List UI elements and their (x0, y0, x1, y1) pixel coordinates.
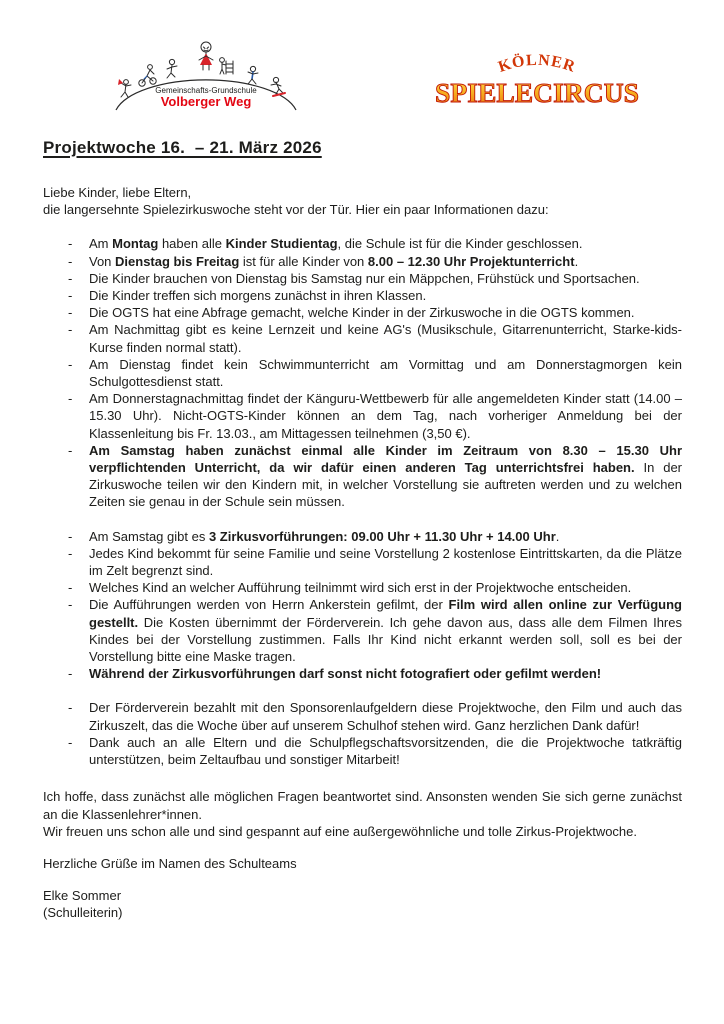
bullet-group (43, 528, 682, 683)
bullet-dash-icon: - (68, 442, 73, 458)
bullet-dash-icon: - (68, 597, 73, 613)
bullet-text: Dank auch an alle Eltern und die Schulpflegschaftsvorsitzenden, die die Projektwoche tatkräftig unterstützen, beim Zeltaufbau und sonstiger Mitarbeit! (89, 734, 682, 768)
bullet-item (43, 356, 682, 390)
bullet-dash-icon: - (68, 288, 73, 304)
bullet-dash-icon: - (68, 666, 73, 682)
page-title: Projektwoche 16. – 21. März 2026 (43, 138, 322, 157)
bullet-item (43, 699, 682, 733)
school-name-line2: Volberger Weg (160, 94, 252, 109)
bullet-dash-icon: - (68, 356, 73, 372)
bullet-dash-icon: - (68, 580, 73, 596)
bullet-groups (43, 235, 682, 768)
bullet-group (43, 699, 682, 768)
bullet-text: Jedes Kind bekommt für seine Familie und seine Vorstellung 2 kostenlose Eintrittskarten, da die Plätze im Zelt begrenzt sind. (89, 545, 682, 579)
closing-paragraph: Ich hoffe, dass zunächst alle möglichen Fragen beantwortet sind. Ansonsten wenden Sie sich gerne zunächst an die Klassenlehrer*innen. (43, 789, 682, 822)
bullet-text: Am Samstag haben zunächst einmal alle Kinder im Zeitraum von 8.30 – 15.30 Uhr verpflichtenden Unterricht, da wir dafür einen anderen Tag unterrichtsfrei haben. In der Zirkuswoche teilen wir den Kindern mit, in welcher Vorstellung sie auftreten werden und zu welchen Zeiten sie genau in der Schule sein müssen. (89, 442, 683, 510)
closing-paragraphs (43, 788, 682, 840)
bullet-dash-icon: - (68, 305, 73, 321)
bullet-dash-icon: - (68, 528, 73, 544)
bullet-item (43, 287, 682, 304)
bullet-item (43, 235, 682, 252)
salutation-line: die langersehnte Spielezirkuswoche steht vor der Tür. Hier ein paar Informationen dazu: (43, 202, 549, 218)
bullet-item (43, 545, 682, 579)
bullet-dash-icon: - (68, 253, 73, 269)
bullet-text: Die Kinder brauchen von Dienstag bis Samstag nur ein Mäppchen, Frühstück und Sportsachen. (89, 270, 640, 286)
bullet-text: Am Dienstag findet kein Schwimmunterricht am Vormittag und am Donnerstagmorgen kein Schulgottesdienst statt. (89, 356, 682, 390)
bullet-text: Welches Kind an welcher Aufführung teilnimmt wird sich erst in der Projektwoche entscheiden. (89, 580, 632, 596)
bullet-text: Am Donnerstagnachmittag findet der Känguru-Wettbewerb für alle angemeldeten Kinder statt (14.00 – 15.30 Uhr). Nicht-OGTS-Kinder können an dem Tag, nach vorheriger Anmeldung bei der Klassenleitung bis Fr. 13.03., am Mittagessen teilnehmen (3,50 €). (89, 391, 682, 441)
school-logo (110, 36, 302, 116)
bullet-item (43, 390, 682, 442)
circus-logo-graphic (432, 52, 642, 114)
letter-content (43, 138, 682, 921)
signature-name: Elke Sommer (43, 888, 122, 904)
bullet-text: Am Samstag gibt es 3 Zirkusvorführungen: 09.00 Uhr + 11.30 Uhr + 14.00 Uhr. (89, 528, 560, 544)
bullet-item (43, 734, 682, 768)
bullet-text: Der Förderverein bezahlt mit den Sponsorenlaufgeldern diese Projektwoche, den Film und auch das Zirkuszelt, das die Woche über auf unserem Schulhof stehen wird. Ganz herzlichen Dank dafür! (89, 700, 682, 733)
circus-logo-arc-text: KÖLNER (496, 52, 578, 76)
school-name-line1: Gemeinschafts-Grundschule (155, 86, 257, 95)
bullet-dash-icon: - (68, 391, 73, 407)
closing-paragraph: Wir freuen uns schon alle und sind gespannt auf eine außergewöhnliche und tolle Zirkus-Projektwoche. (43, 823, 638, 839)
signature-block (43, 888, 682, 921)
bullet-group (43, 235, 682, 510)
bullet-dash-icon: - (68, 734, 73, 750)
bullet-text: Am Nachmittag gibt es keine Lernzeit und keine AG's (Musikschule, Gitarrenunterricht, Starke-kids-Kurse finden normal statt). (89, 322, 682, 355)
bullet-dash-icon: - (68, 545, 73, 561)
school-logo-graphic (110, 36, 302, 116)
bullet-dash-icon: - (68, 322, 73, 338)
salutation (43, 184, 682, 218)
bullet-dash-icon: - (68, 270, 73, 286)
bullet-item (43, 528, 682, 545)
circus-logo-main-text: SPIELECIRCUS (435, 78, 639, 108)
bullet-text: Die Kinder treffen sich morgens zunächst in ihren Klassen. (89, 288, 427, 304)
signature-role: (Schulleiterin) (43, 904, 123, 920)
bullet-item (43, 442, 682, 511)
bullet-item (43, 253, 682, 270)
bullet-text: Am Montag haben alle Kinder Studientag, die Schule ist für die Kinder geschlossen. (89, 236, 583, 252)
bullet-text: Während der Zirkusvorführungen darf sonst nicht fotografiert oder gefilmt werden! (89, 666, 602, 682)
bullet-item (43, 321, 682, 355)
bullet-dash-icon: - (68, 236, 73, 252)
bullet-item (43, 579, 682, 596)
bullet-item (43, 596, 682, 665)
bullet-text: Von Dienstag bis Freitag ist für alle Kinder von 8.00 – 12.30 Uhr Projektunterricht. (89, 253, 579, 269)
bullet-text: Die Aufführungen werden von Herrn Ankerstein gefilmt, der Film wird allen online zur Verfügung gestellt. Die Kosten übernimmt der Förderverein. Ich gehe davon aus, dass alle dem Filmen Ihres Kindes bei der Vorstellung zustimmen. Falls Ihr Kind nicht erkannt werden soll, soll es bei der Vorstellung bitte eine Maske tragen. (89, 597, 682, 665)
bullet-item (43, 270, 682, 287)
circus-logo (432, 52, 642, 114)
bullet-item (43, 665, 682, 682)
salutation-line: Liebe Kinder, liebe Eltern, (43, 185, 192, 200)
signoff: Herzliche Grüße im Namen des Schulteams (43, 855, 297, 871)
bullet-item (43, 304, 682, 321)
bullet-dash-icon: - (68, 700, 73, 716)
bullet-text: Die OGTS hat eine Abfrage gemacht, welche Kinder in der Zirkuswoche in die OGTS kommen. (89, 305, 635, 321)
